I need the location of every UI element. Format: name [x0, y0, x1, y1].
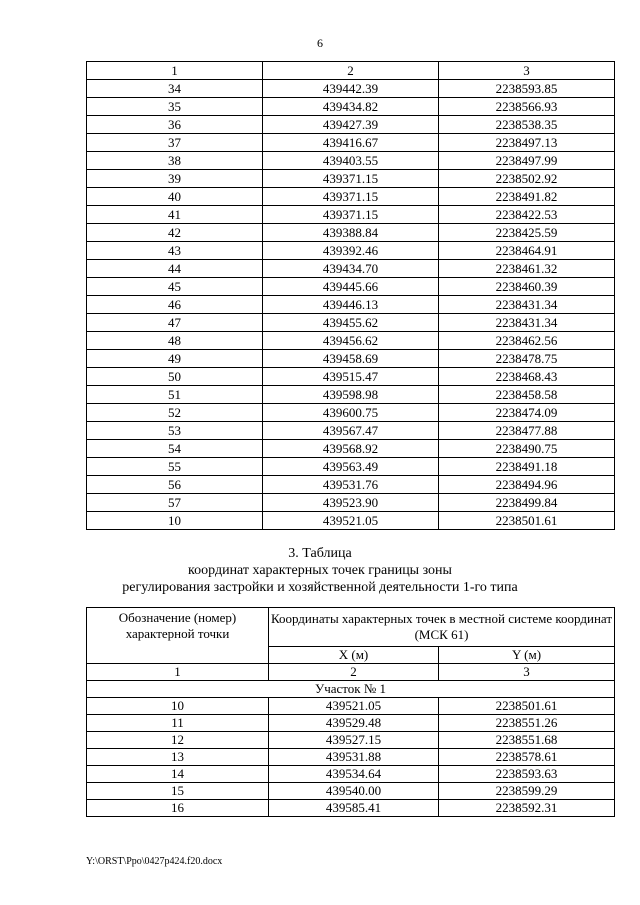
y-coordinate-cell: 2238538.35 [439, 116, 615, 134]
table-row [87, 278, 615, 296]
point-number-cell: 55 [87, 458, 263, 476]
x-coordinate-cell: 439531.88 [269, 749, 439, 766]
point-number-cell: 54 [87, 440, 263, 458]
y-coordinate-cell: 2238422.53 [439, 206, 615, 224]
y-coordinate-cell: 2238497.13 [439, 134, 615, 152]
x-coordinate-cell: 439456.62 [263, 332, 439, 350]
coordinates-header: Координаты характерных точек в местной системе координат (МСК 61) [269, 608, 615, 647]
header-cell: 2 [263, 62, 439, 80]
table-row [87, 766, 615, 783]
table-row [87, 152, 615, 170]
x-coordinate-cell: 439434.70 [263, 260, 439, 278]
point-number-cell: 43 [87, 242, 263, 260]
table-row [87, 80, 615, 98]
table-row [87, 314, 615, 332]
table-row [87, 188, 615, 206]
table-row [87, 422, 615, 440]
file-path: Y:\ORST\Ppo\0427p424.f20.docx [86, 856, 223, 867]
y-coordinate-cell: 2238599.29 [439, 783, 615, 800]
x-coordinate-cell: 439540.00 [269, 783, 439, 800]
point-number-cell: 10 [87, 512, 263, 530]
y-coordinate-cell: 2238461.32 [439, 260, 615, 278]
x-coordinate-cell: 439416.67 [263, 134, 439, 152]
section-row [87, 681, 615, 698]
y-coordinate-cell: 2238462.56 [439, 332, 615, 350]
x-coordinate-cell: 439427.39 [263, 116, 439, 134]
x-coordinate-cell: 439371.15 [263, 170, 439, 188]
point-number-cell: 40 [87, 188, 263, 206]
point-number-cell: 38 [87, 152, 263, 170]
zone-coordinates-table [86, 607, 615, 817]
header-cell: 3 [439, 664, 615, 681]
point-number-cell: 36 [87, 116, 263, 134]
x-coordinate-cell: 439563.49 [263, 458, 439, 476]
header-cell: 1 [87, 62, 263, 80]
y-coordinate-cell: 2238494.96 [439, 476, 615, 494]
x-coordinate-cell: 439371.15 [263, 206, 439, 224]
point-number-cell: 13 [87, 749, 269, 766]
point-number-cell: 10 [87, 698, 269, 715]
header-cell: 2 [269, 664, 439, 681]
point-number-header: Обозначение (номер) характерной точки [87, 608, 269, 664]
y-header: Y (м) [439, 647, 615, 664]
table-row [87, 224, 615, 242]
point-number-cell: 42 [87, 224, 263, 242]
point-number-cell: 12 [87, 732, 269, 749]
header-cell: 3 [439, 62, 615, 80]
table-row [87, 368, 615, 386]
x-coordinate-cell: 439521.05 [263, 512, 439, 530]
point-number-cell: 47 [87, 314, 263, 332]
y-coordinate-cell: 2238491.18 [439, 458, 615, 476]
x-header: X (м) [269, 647, 439, 664]
x-coordinate-cell: 439529.48 [269, 715, 439, 732]
y-coordinate-cell: 2238460.39 [439, 278, 615, 296]
y-coordinate-cell: 2238474.09 [439, 404, 615, 422]
x-coordinate-cell: 439455.62 [263, 314, 439, 332]
y-coordinate-cell: 2238425.59 [439, 224, 615, 242]
y-coordinate-cell: 2238458.58 [439, 386, 615, 404]
table-row [87, 732, 615, 749]
point-number-cell: 14 [87, 766, 269, 783]
point-number-cell: 51 [87, 386, 263, 404]
table-row [87, 116, 615, 134]
point-number-cell: 39 [87, 170, 263, 188]
x-coordinate-cell: 439523.90 [263, 494, 439, 512]
table-row [87, 134, 615, 152]
point-number-cell: 49 [87, 350, 263, 368]
x-coordinate-cell: 439434.82 [263, 98, 439, 116]
table-row [87, 749, 615, 766]
table-row [87, 458, 615, 476]
table-subtitle: регулирования застройки и хозяйственной деятельности 1-го типа [122, 580, 518, 595]
point-number-cell: 34 [87, 80, 263, 98]
table-row [87, 206, 615, 224]
y-coordinate-cell: 2238431.34 [439, 314, 615, 332]
table-row [87, 332, 615, 350]
x-coordinate-cell: 439567.47 [263, 422, 439, 440]
table-row [87, 494, 615, 512]
table-row [87, 476, 615, 494]
y-coordinate-cell: 2238490.75 [439, 440, 615, 458]
point-number-cell: 57 [87, 494, 263, 512]
point-number-cell: 48 [87, 332, 263, 350]
point-number-cell: 52 [87, 404, 263, 422]
table-row [87, 350, 615, 368]
y-coordinate-cell: 2238551.26 [439, 715, 615, 732]
point-number-cell: 15 [87, 783, 269, 800]
point-number-cell: 56 [87, 476, 263, 494]
x-coordinate-cell: 439568.92 [263, 440, 439, 458]
point-number-cell: 37 [87, 134, 263, 152]
table-row [87, 242, 615, 260]
page-number: 6 [317, 36, 323, 50]
x-coordinate-cell: 439371.15 [263, 188, 439, 206]
y-coordinate-cell: 2238566.93 [439, 98, 615, 116]
table-subtitle: координат характерных точек границы зоны [188, 563, 452, 578]
y-coordinate-cell: 2238501.61 [439, 512, 615, 530]
y-coordinate-cell: 2238551.68 [439, 732, 615, 749]
x-coordinate-cell: 439403.55 [263, 152, 439, 170]
x-coordinate-cell: 439388.84 [263, 224, 439, 242]
x-coordinate-cell: 439598.98 [263, 386, 439, 404]
x-coordinate-cell: 439446.13 [263, 296, 439, 314]
y-coordinate-cell: 2238464.91 [439, 242, 615, 260]
y-coordinate-cell: 2238431.34 [439, 296, 615, 314]
coordinates-table-continued [86, 61, 615, 530]
table-row [87, 440, 615, 458]
y-coordinate-cell: 2238593.85 [439, 80, 615, 98]
y-coordinate-cell: 2238501.61 [439, 698, 615, 715]
table-row [87, 170, 615, 188]
point-number-cell: 44 [87, 260, 263, 278]
table-row [87, 386, 615, 404]
x-coordinate-cell: 439392.46 [263, 242, 439, 260]
x-coordinate-cell: 439585.41 [269, 800, 439, 817]
point-number-cell: 53 [87, 422, 263, 440]
x-coordinate-cell: 439442.39 [263, 80, 439, 98]
point-number-cell: 50 [87, 368, 263, 386]
point-number-cell: 46 [87, 296, 263, 314]
header-cell: 1 [87, 664, 269, 681]
y-coordinate-cell: 2238502.92 [439, 170, 615, 188]
y-coordinate-cell: 2238468.43 [439, 368, 615, 386]
x-coordinate-cell: 439527.15 [269, 732, 439, 749]
table-row [87, 98, 615, 116]
x-coordinate-cell: 439534.64 [269, 766, 439, 783]
section-label: Участок № 1 [87, 681, 615, 698]
y-coordinate-cell: 2238491.82 [439, 188, 615, 206]
table-row [87, 260, 615, 278]
point-number-cell: 11 [87, 715, 269, 732]
y-coordinate-cell: 2238499.84 [439, 494, 615, 512]
table-header-row [87, 62, 615, 80]
column-number-row [87, 664, 615, 681]
y-coordinate-cell: 2238578.61 [439, 749, 615, 766]
table-row [87, 296, 615, 314]
table-row [87, 783, 615, 800]
x-coordinate-cell: 439531.76 [263, 476, 439, 494]
point-number-cell: 41 [87, 206, 263, 224]
y-coordinate-cell: 2238478.75 [439, 350, 615, 368]
table-row [87, 800, 615, 817]
x-coordinate-cell: 439458.69 [263, 350, 439, 368]
y-coordinate-cell: 2238593.63 [439, 766, 615, 783]
x-coordinate-cell: 439515.47 [263, 368, 439, 386]
point-number-cell: 35 [87, 98, 263, 116]
x-coordinate-cell: 439521.05 [269, 698, 439, 715]
y-coordinate-cell: 2238477.88 [439, 422, 615, 440]
x-coordinate-cell: 439445.66 [263, 278, 439, 296]
x-coordinate-cell: 439600.75 [263, 404, 439, 422]
table-row [87, 698, 615, 715]
point-number-cell: 16 [87, 800, 269, 817]
y-coordinate-cell: 2238592.31 [439, 800, 615, 817]
table-header-row [87, 608, 615, 647]
table-row [87, 715, 615, 732]
table-title: 3. Таблица [288, 546, 352, 561]
point-number-cell: 45 [87, 278, 263, 296]
table-row [87, 512, 615, 530]
table-row [87, 404, 615, 422]
y-coordinate-cell: 2238497.99 [439, 152, 615, 170]
